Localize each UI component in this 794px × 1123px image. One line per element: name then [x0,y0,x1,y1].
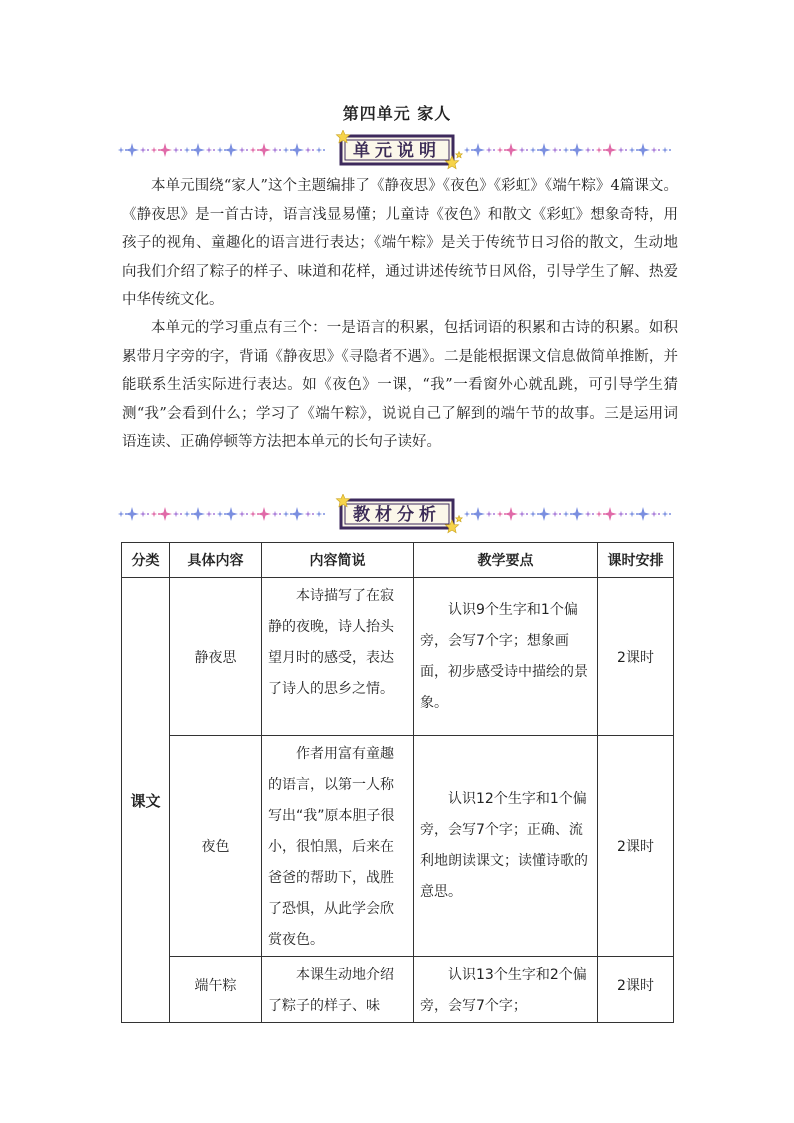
hours-cell: 2课时 [598,957,674,1023]
summary-text: 本课生动地介绍了粽子的样子、味 [268,967,394,1014]
column-header: 具体内容 [170,543,262,578]
column-header: 教学要点 [414,543,598,578]
analysis-table [121,542,674,1023]
hours-cell: 2课时 [598,736,674,957]
intro-paragraph: 本单元围绕“家人”这个主题编排了《静夜思》《夜色》《彩虹》《端午粽》4篇课文。《静夜思》是一首古诗，语言浅显易懂；儿童诗《夜色》和散文《彩虹》想象奇特，用孩子的视角、童趣化的语言进行表达；《端午粽》是关于传统节日习俗的散文，生动地向我们介绍了粽子的样子、味道和花样，通过讲述传统节日风俗，引导学生了解、热爱中华传统文化。 [122,178,678,308]
summary-text: 本诗描写了在寂静的夜晚，诗人抬头望月时的感受，表达了诗人的思乡之情。 [268,588,394,697]
table-row [122,578,674,736]
points-cell [414,957,598,1023]
points-text: 认识13个生字和2个偏旁，会写7个字； [420,967,587,1014]
column-header: 课时安排 [598,543,674,578]
points-text: 认识12个生字和1个偏旁，会写7个字；正确、流利地朗读课文；读懂诗歌的意思。 [420,791,588,900]
page-title: 第四单元 家人 [342,104,452,123]
section-heading: 单元说明 [353,141,441,161]
section-banner-unit-description [115,130,679,170]
hours-cell: 2课时 [598,578,674,736]
points-text: 认识9个生字和1个偏旁，会写7个字；想象画面，初步感受诗中描绘的景象。 [420,601,588,711]
points-cell [414,736,598,957]
summary-cell [262,736,414,957]
summary-text: 作者用富有童趣的语言，以第一人称写出“我”原本胆子很小，很怕黑，后来在爸爸的帮助下，战胜了恐惧，从此学会欣赏夜色。 [268,746,395,948]
summary-cell [262,578,414,736]
column-header: 内容简说 [262,543,414,578]
summary-cell [262,957,414,1023]
content-cell: 端午粽 [170,957,262,1023]
content-cell: 静夜思 [170,578,262,736]
section-heading: 教材分析 [353,505,441,525]
column-header: 分类 [122,543,170,578]
focus-paragraph: 本单元的学习重点有三个：一是语言的积累，包括词语的积累和古诗的积累。如积累带月字旁的字，背诵《静夜思》《寻隐者不遇》。二是能根据课文信息做简单推断，并能联系生活实际进行表达。如《夜色》一课，“我”一看窗外心就乱跳，可引导学生猜测“我”会看到什么；学习了《端午粽》，说说自己了解到的端午节的故事。三是运用词语连读、正确停顿等方法把本单元的长句子读好。 [122,320,678,450]
table-header-row [122,543,674,578]
table-row [122,736,674,957]
points-cell [414,578,598,736]
table-row [122,957,674,1023]
category-cell: 课文 [122,578,170,1023]
section-banner-material-analysis [115,494,679,534]
content-cell: 夜色 [170,736,262,957]
